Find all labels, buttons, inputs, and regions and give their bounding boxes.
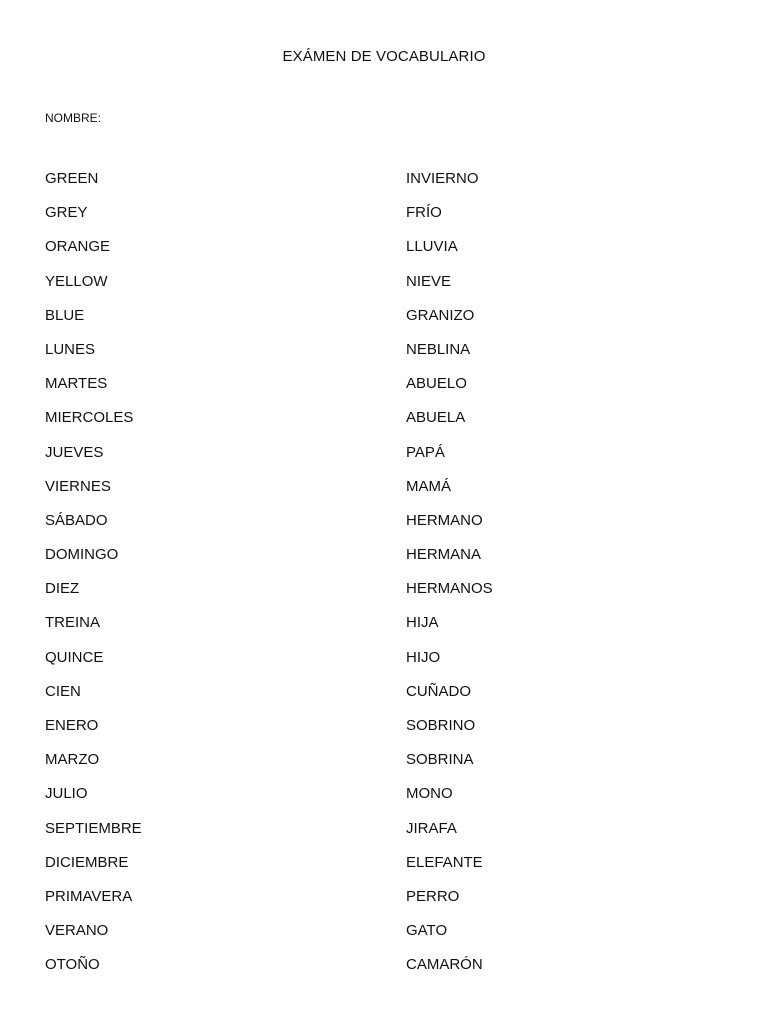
vocab-item: HIJO bbox=[406, 648, 441, 666]
vocab-item: SEPTIEMBRE bbox=[45, 819, 142, 837]
vocab-item: QUINCE bbox=[45, 648, 104, 666]
vocab-item: GATO bbox=[406, 922, 448, 940]
vocab-item: HERMANOS bbox=[406, 580, 493, 598]
vocabulary-list-left bbox=[45, 169, 142, 990]
vocab-item: PERRO bbox=[406, 887, 460, 905]
vocab-item: TREINA bbox=[45, 614, 101, 632]
vocab-item: DICIEMBRE bbox=[45, 853, 129, 871]
vocab-item: FRÍO bbox=[406, 204, 442, 222]
vocab-item: VERANO bbox=[45, 922, 109, 940]
vocab-item: CUÑADO bbox=[406, 682, 472, 700]
vocab-item: VIERNES bbox=[45, 477, 111, 495]
vocab-item: MARTES bbox=[45, 375, 108, 393]
vocab-item: INVIERNO bbox=[406, 170, 479, 187]
vocab-item: LLUVIA bbox=[406, 238, 458, 256]
page-title: EXÁMEN DE VOCABULARIO bbox=[282, 48, 486, 65]
vocabulary-list-right bbox=[406, 169, 493, 990]
vocab-item: SOBRINO bbox=[406, 717, 476, 734]
vocab-item: CAMARÓN bbox=[406, 956, 483, 974]
vocab-item: ORANGE bbox=[45, 238, 111, 256]
vocab-item: ELEFANTE bbox=[406, 853, 483, 871]
vocab-item: MAMÁ bbox=[406, 477, 451, 495]
vocab-item: JULIO bbox=[45, 785, 88, 803]
vocab-item: DIEZ bbox=[45, 580, 80, 598]
vocab-item: ABUELO bbox=[406, 375, 467, 393]
vocab-item: MARZO bbox=[45, 751, 100, 769]
vocab-item: JIRAFA bbox=[406, 819, 457, 837]
vocab-item: GREEN bbox=[45, 170, 99, 187]
vocab-item: MONO bbox=[406, 785, 453, 803]
vocab-item: HERMANA bbox=[406, 546, 482, 564]
vocab-item: ABUELA bbox=[406, 409, 466, 427]
name-label: NOMBRE: bbox=[45, 111, 102, 125]
vocab-item: CIEN bbox=[45, 682, 81, 700]
vocab-item: PAPÁ bbox=[406, 443, 445, 461]
vocab-item: GRANIZO bbox=[406, 306, 475, 324]
vocab-item: BLUE bbox=[45, 306, 85, 324]
vocab-item: MIERCOLES bbox=[45, 409, 134, 427]
vocab-item: PRIMAVERA bbox=[45, 887, 133, 905]
vocab-item: HIJA bbox=[406, 614, 439, 632]
vocab-item: SOBRINA bbox=[406, 751, 474, 769]
vocab-item: NIEVE bbox=[406, 272, 452, 290]
vocab-item: NEBLINA bbox=[406, 340, 471, 358]
vocab-item: JUEVES bbox=[45, 443, 104, 461]
vocab-item: YELLOW bbox=[45, 272, 108, 290]
vocab-item: GREY bbox=[45, 204, 88, 222]
vocab-item: HERMANO bbox=[406, 511, 483, 529]
vocab-item: DOMINGO bbox=[45, 546, 119, 564]
vocab-item: OTOÑO bbox=[45, 956, 100, 974]
vocab-item: SÁBADO bbox=[45, 511, 108, 529]
vocab-item: LUNES bbox=[45, 340, 96, 358]
vocab-item: ENERO bbox=[45, 717, 99, 734]
